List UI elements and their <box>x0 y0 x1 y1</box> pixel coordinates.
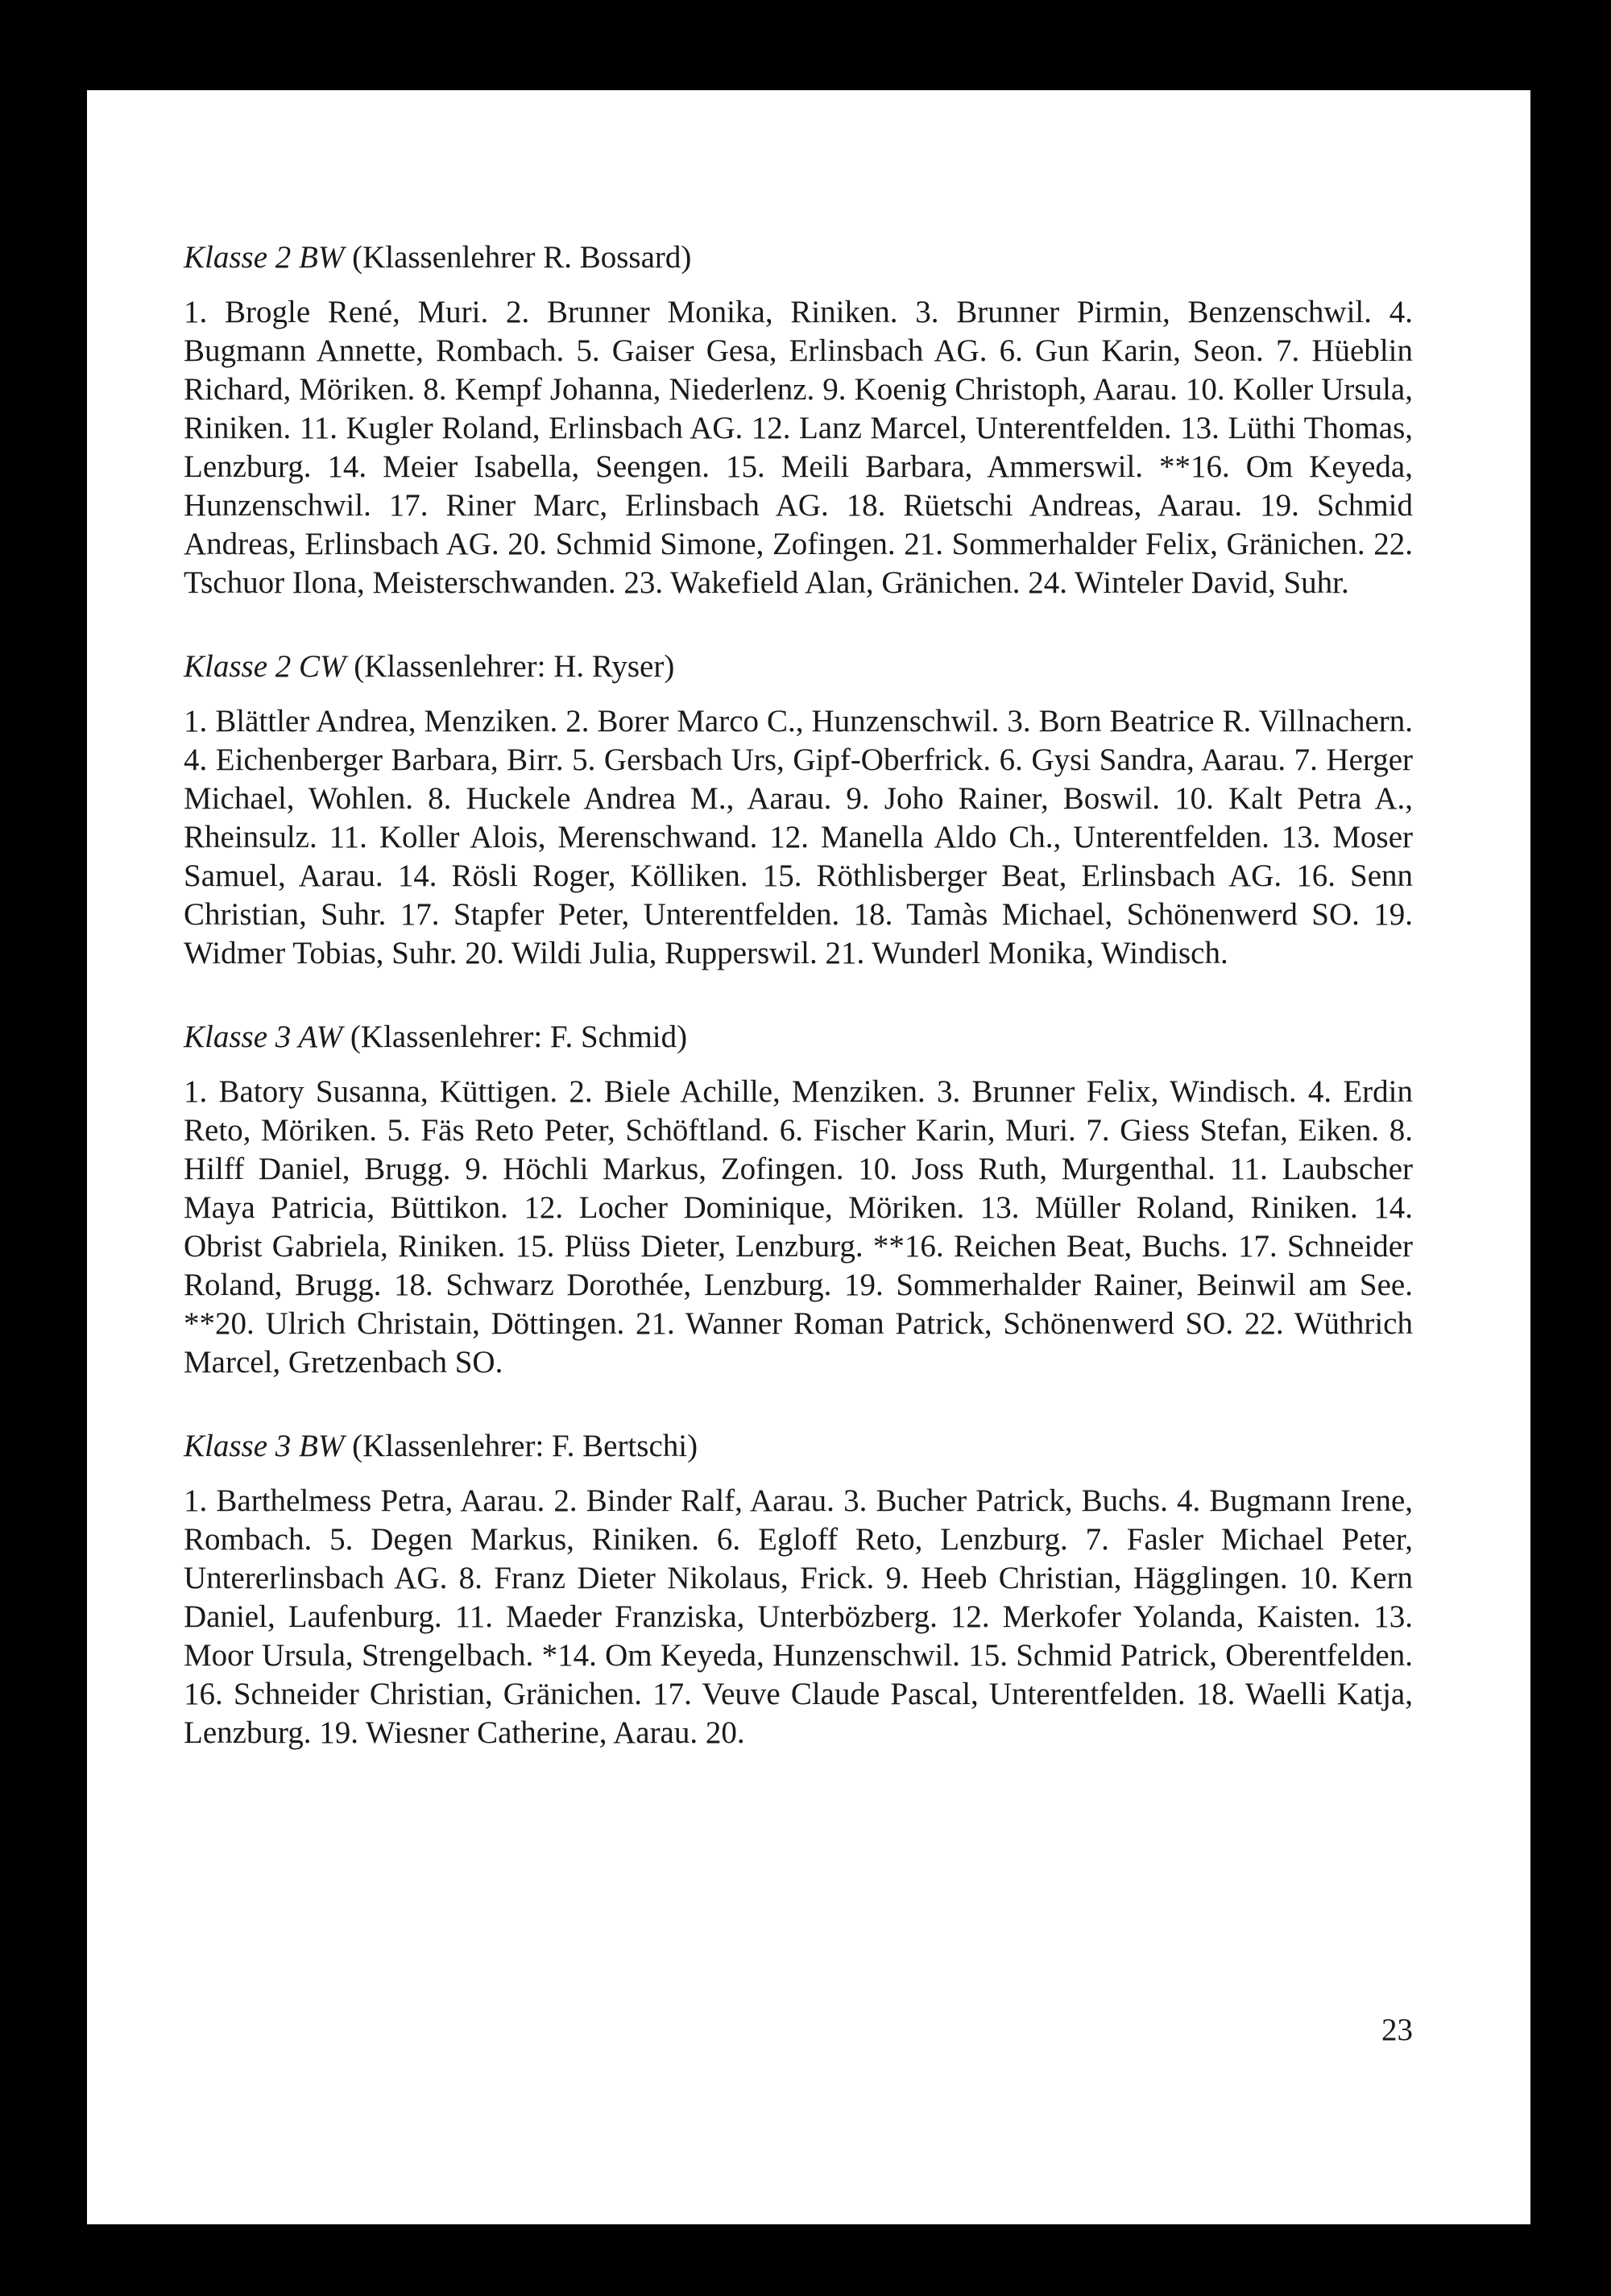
student-list: 1. Blättler Andrea, Menziken. 2. Borer Marco C., Hunzenschwil. 3. Born Beatrice R. Villnachern. 4. Eichenberger Barbara, Birr. 5. Gersbach Urs, Gipf-Oberfrick. 6. Gysi Sandra, Aarau. 7. Herger Michael, Wohlen. 8. Huckele Andrea M., Aarau. 9. Joho Rainer, Boswil. 10. Kalt Petra A., Rheinsulz. 11. Koller Alois, Merenschwand. 12. Manella Aldo Ch., Unterentfelden. 13. Moser Samuel, Aarau. 14. Rösli Roger, Kölliken. 15. Röthlisberger Beat, Erlinsbach AG. 16. Senn Christian, Suhr. 17. Stapfer Peter, Unterentfelden. 18. Tamàs Michael, Schönenwerd SO. 19. Widmer Tobias, Suhr. 20. Wildi Julia, Rupperswil. 21. Wunderl Monika, Windisch. <box>184 704 1413 970</box>
class-label: Klasse 2 CW <box>184 649 346 684</box>
section-heading <box>184 1018 1413 1057</box>
teacher-label: (Klassenlehrer R. Bossard) <box>352 240 692 275</box>
section-klasse-2cw <box>184 647 1413 973</box>
section-heading <box>184 238 1413 277</box>
class-label: Klasse 3 BW <box>184 1429 345 1463</box>
class-label: Klasse 3 AW <box>184 1020 343 1054</box>
student-list: 1. Brogle René, Muri. 2. Brunner Monika, Riniken. 3. Brunner Pirmin, Benzenschwil. 4. Bugmann Annette, Rombach. 5. Gaiser Gesa, Erlinsbach AG. 6. Gun Karin, Seon. 7. Hüeblin Richard, Möriken. 8. Kempf Johanna, Niederlenz. 9. Koenig Christoph, Aarau. 10. Koller Ursula, Riniken. 11. Kugler Roland, Erlinsbach AG. 12. Lanz Marcel, Unterentfelden. 13. Lüthi Thomas, Lenzburg. 14. Meier Isabella, Seengen. 15. Meili Barbara, Ammerswil. **16. Om Keyeda, Hunzenschwil. 17. Riner Marc, Erlinsbach AG. 18. Rüetschi Andreas, Aarau. 19. Schmid Andreas, Erlinsbach AG. 20. Schmid Simone, Zofingen. 21. Sommerhalder Felix, Gränichen. 22. Tschuor Ilona, Meisterschwanden. 23. Wakefield Alan, Gränichen. 24. Winteler David, Suhr. <box>184 295 1413 600</box>
document-page <box>87 90 1530 2224</box>
teacher-label: (Klassenlehrer: H. Ryser) <box>354 649 675 684</box>
section-heading <box>184 647 1413 686</box>
student-list: 1. Barthelmess Petra, Aarau. 2. Binder Ralf, Aarau. 3. Bucher Patrick, Buchs. 4. Bugmann Irene, Rombach. 5. Degen Markus, Riniken. 6. Egloff Reto, Lenzburg. 7. Fasler Michael Peter, Untererlinsbach AG. 8. Franz Dieter Nikolaus, Frick. 9. Heeb Christian, Hägglingen. 10. Kern Daniel, Laufenburg. 11. Maeder Franziska, Unterbözberg. 12. Merkofer Yolanda, Kaisten. 13. Moor Ursula, Strengelbach. *14. Om Keyeda, Hunzenschwil. 15. Schmid Patrick, Oberentfelden. 16. Schneider Christian, Gränichen. 17. Veuve Claude Pascal, Unterentfelden. 18. Waelli Katja, Lenzburg. 19. Wiesner Catherine, Aarau. 20. <box>184 1483 1413 1750</box>
section-klasse-3bw <box>184 1427 1413 1752</box>
teacher-label: (Klassenlehrer: F. Bertschi) <box>352 1429 698 1463</box>
page-number: 23 <box>1381 2013 1413 2047</box>
teacher-label: (Klassenlehrer: F. Schmid) <box>350 1020 688 1054</box>
section-heading <box>184 1427 1413 1466</box>
class-lists <box>184 238 1413 1797</box>
student-list: 1. Batory Susanna, Küttigen. 2. Biele Achille, Menziken. 3. Brunner Felix, Windisch. 4. Erdin Reto, Möriken. 5. Fäs Reto Peter, Schöftland. 6. Fischer Karin, Muri. 7. Giess Stefan, Eiken. 8. Hilff Daniel, Brugg. 9. Höchli Markus, Zofingen. 10. Joss Ruth, Murgenthal. 11. Laubscher Maya Patricia, Büttikon. 12. Locher Dominique, Möriken. 13. Müller Roland, Riniken. 14. Obrist Gabriela, Riniken. 15. Plüss Dieter, Lenzburg. **16. Reichen Beat, Buchs. 17. Schneider Roland, Brugg. 18. Schwarz Dorothée, Lenzburg. 19. Sommerhalder Rainer, Beinwil am See. **20. Ulrich Christain, Döttingen. 21. Wanner Roman Patrick, Schönenwerd SO. 22. Wüthrich Marcel, Gretzenbach SO. <box>184 1074 1413 1380</box>
section-klasse-3aw <box>184 1018 1413 1382</box>
section-klasse-2bw <box>184 238 1413 602</box>
class-label: Klasse 2 BW <box>184 240 345 275</box>
